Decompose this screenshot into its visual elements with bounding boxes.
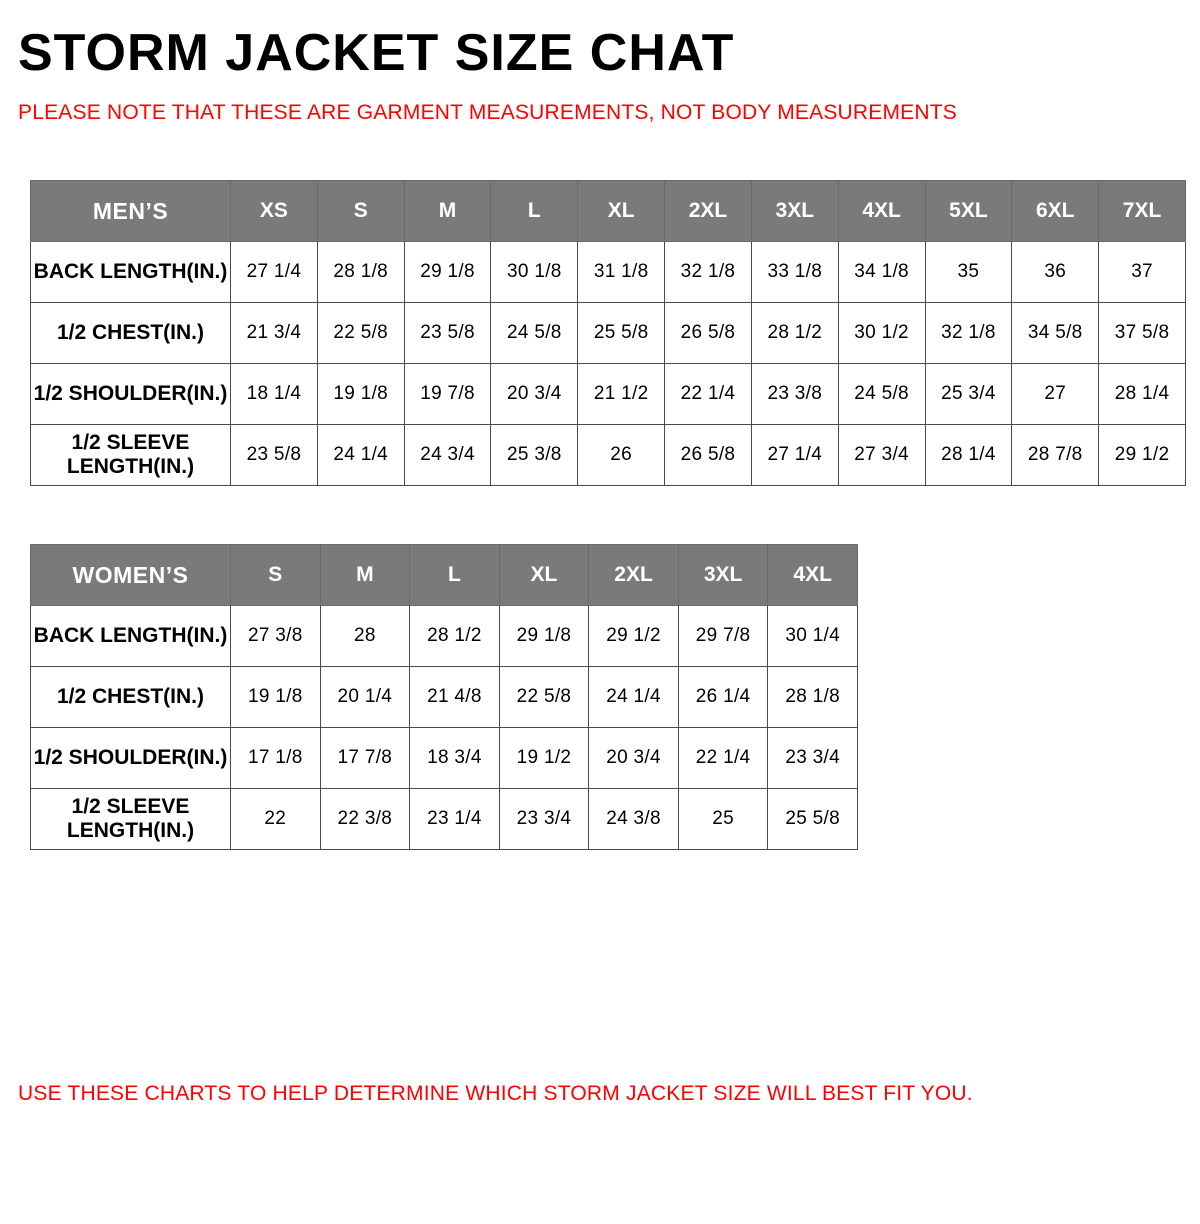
womens-cell: 17 1/8 xyxy=(231,728,321,789)
mens-cell: 24 5/8 xyxy=(838,364,925,425)
womens-row-label: 1/2 CHEST(IN.) xyxy=(31,667,231,728)
womens-cell: 26 1/4 xyxy=(678,667,768,728)
womens-row-label: 1/2 SHOULDER(IN.) xyxy=(31,728,231,789)
mens-size-header: M xyxy=(404,181,491,242)
womens-size-header: XL xyxy=(499,545,589,606)
mens-cell: 25 5/8 xyxy=(578,303,665,364)
mens-cell: 26 5/8 xyxy=(665,425,752,486)
mens-cell: 28 7/8 xyxy=(1012,425,1099,486)
womens-cell: 25 xyxy=(678,789,768,850)
mens-cell: 27 3/4 xyxy=(838,425,925,486)
mens-cell: 27 xyxy=(1012,364,1099,425)
mens-cell: 32 1/8 xyxy=(665,242,752,303)
mens-cell: 28 1/8 xyxy=(317,242,404,303)
page-title: STORM JACKET SIZE CHAT xyxy=(18,24,735,82)
table-row xyxy=(31,728,858,789)
womens-cell: 22 1/4 xyxy=(678,728,768,789)
mens-header-row xyxy=(31,181,1186,242)
footer-note: USE THESE CHARTS TO HELP DETERMINE WHICH STORM JACKET SIZE WILL BEST FIT YOU. xyxy=(18,1082,973,1105)
womens-row-label: 1/2 SLEEVE LENGTH(IN.) xyxy=(31,789,231,850)
mens-size-header: 3XL xyxy=(751,181,838,242)
womens-cell: 17 7/8 xyxy=(320,728,410,789)
womens-cell: 28 xyxy=(320,606,410,667)
mens-cell: 23 3/8 xyxy=(751,364,838,425)
mens-cell: 30 1/8 xyxy=(491,242,578,303)
mens-cell: 28 1/2 xyxy=(751,303,838,364)
mens-size-table xyxy=(30,180,1186,486)
womens-cell: 23 3/4 xyxy=(499,789,589,850)
womens-cell: 23 3/4 xyxy=(768,728,858,789)
mens-cell: 24 1/4 xyxy=(317,425,404,486)
mens-cell: 33 1/8 xyxy=(751,242,838,303)
mens-corner-label: MEN’S xyxy=(31,181,231,242)
mens-cell: 37 xyxy=(1099,242,1186,303)
mens-size-header: 6XL xyxy=(1012,181,1099,242)
womens-cell: 20 1/4 xyxy=(320,667,410,728)
mens-cell: 32 1/8 xyxy=(925,303,1012,364)
womens-size-header: M xyxy=(320,545,410,606)
womens-cell: 18 3/4 xyxy=(410,728,500,789)
womens-cell: 24 3/8 xyxy=(589,789,679,850)
mens-cell: 21 3/4 xyxy=(231,303,318,364)
womens-cell: 24 1/4 xyxy=(589,667,679,728)
table-row xyxy=(31,303,1186,364)
mens-size-header: 4XL xyxy=(838,181,925,242)
womens-cell: 22 xyxy=(231,789,321,850)
womens-cell: 25 5/8 xyxy=(768,789,858,850)
mens-cell: 31 1/8 xyxy=(578,242,665,303)
mens-size-header: 7XL xyxy=(1099,181,1186,242)
mens-cell: 25 3/8 xyxy=(491,425,578,486)
mens-cell: 23 5/8 xyxy=(231,425,318,486)
mens-cell: 29 1/8 xyxy=(404,242,491,303)
mens-size-header: S xyxy=(317,181,404,242)
womens-cell: 29 1/8 xyxy=(499,606,589,667)
mens-cell: 34 1/8 xyxy=(838,242,925,303)
mens-cell: 25 3/4 xyxy=(925,364,1012,425)
mens-cell: 26 5/8 xyxy=(665,303,752,364)
mens-size-header: XS xyxy=(231,181,318,242)
womens-cell: 22 3/8 xyxy=(320,789,410,850)
womens-cell: 28 1/2 xyxy=(410,606,500,667)
mens-cell: 30 1/2 xyxy=(838,303,925,364)
womens-cell: 22 5/8 xyxy=(499,667,589,728)
table-row xyxy=(31,667,858,728)
womens-cell: 27 3/8 xyxy=(231,606,321,667)
mens-cell: 29 1/2 xyxy=(1099,425,1186,486)
womens-cell: 29 7/8 xyxy=(678,606,768,667)
mens-cell: 26 xyxy=(578,425,665,486)
mens-cell: 34 5/8 xyxy=(1012,303,1099,364)
mens-cell: 18 1/4 xyxy=(231,364,318,425)
mens-row-label: BACK LENGTH(IN.) xyxy=(31,242,231,303)
mens-cell: 24 5/8 xyxy=(491,303,578,364)
womens-size-table xyxy=(30,544,858,850)
womens-cell: 30 1/4 xyxy=(768,606,858,667)
mens-size-header: XL xyxy=(578,181,665,242)
mens-cell: 23 5/8 xyxy=(404,303,491,364)
mens-row-label: 1/2 SLEEVE LENGTH(IN.) xyxy=(31,425,231,486)
measurement-note: PLEASE NOTE THAT THESE ARE GARMENT MEASUREMENTS, NOT BODY MEASUREMENTS xyxy=(18,100,957,124)
womens-cell: 29 1/2 xyxy=(589,606,679,667)
mens-cell: 27 1/4 xyxy=(231,242,318,303)
mens-size-header: 5XL xyxy=(925,181,1012,242)
womens-cell: 23 1/4 xyxy=(410,789,500,850)
womens-cell: 20 3/4 xyxy=(589,728,679,789)
table-row xyxy=(31,425,1186,486)
mens-size-header: 2XL xyxy=(665,181,752,242)
womens-corner-label: WOMEN’S xyxy=(31,545,231,606)
table-row xyxy=(31,606,858,667)
mens-cell: 37 5/8 xyxy=(1099,303,1186,364)
womens-size-header: 2XL xyxy=(589,545,679,606)
womens-size-header: 4XL xyxy=(768,545,858,606)
mens-row-label: 1/2 SHOULDER(IN.) xyxy=(31,364,231,425)
womens-cell: 19 1/8 xyxy=(231,667,321,728)
mens-cell: 28 1/4 xyxy=(1099,364,1186,425)
womens-cell: 19 1/2 xyxy=(499,728,589,789)
womens-row-label: BACK LENGTH(IN.) xyxy=(31,606,231,667)
womens-size-header: L xyxy=(410,545,500,606)
womens-size-header: S xyxy=(231,545,321,606)
mens-row-label: 1/2 CHEST(IN.) xyxy=(31,303,231,364)
table-row xyxy=(31,242,1186,303)
womens-cell: 21 4/8 xyxy=(410,667,500,728)
mens-cell: 20 3/4 xyxy=(491,364,578,425)
mens-size-header: L xyxy=(491,181,578,242)
mens-cell: 28 1/4 xyxy=(925,425,1012,486)
womens-size-header: 3XL xyxy=(678,545,768,606)
mens-cell: 22 1/4 xyxy=(665,364,752,425)
mens-cell: 21 1/2 xyxy=(578,364,665,425)
mens-cell: 19 1/8 xyxy=(317,364,404,425)
mens-cell: 27 1/4 xyxy=(751,425,838,486)
table-row xyxy=(31,789,858,850)
mens-cell: 24 3/4 xyxy=(404,425,491,486)
mens-cell: 22 5/8 xyxy=(317,303,404,364)
womens-header-row xyxy=(31,545,858,606)
mens-cell: 35 xyxy=(925,242,1012,303)
womens-cell: 28 1/8 xyxy=(768,667,858,728)
size-chart-page xyxy=(0,24,1200,1224)
mens-cell: 19 7/8 xyxy=(404,364,491,425)
table-row xyxy=(31,364,1186,425)
mens-cell: 36 xyxy=(1012,242,1099,303)
